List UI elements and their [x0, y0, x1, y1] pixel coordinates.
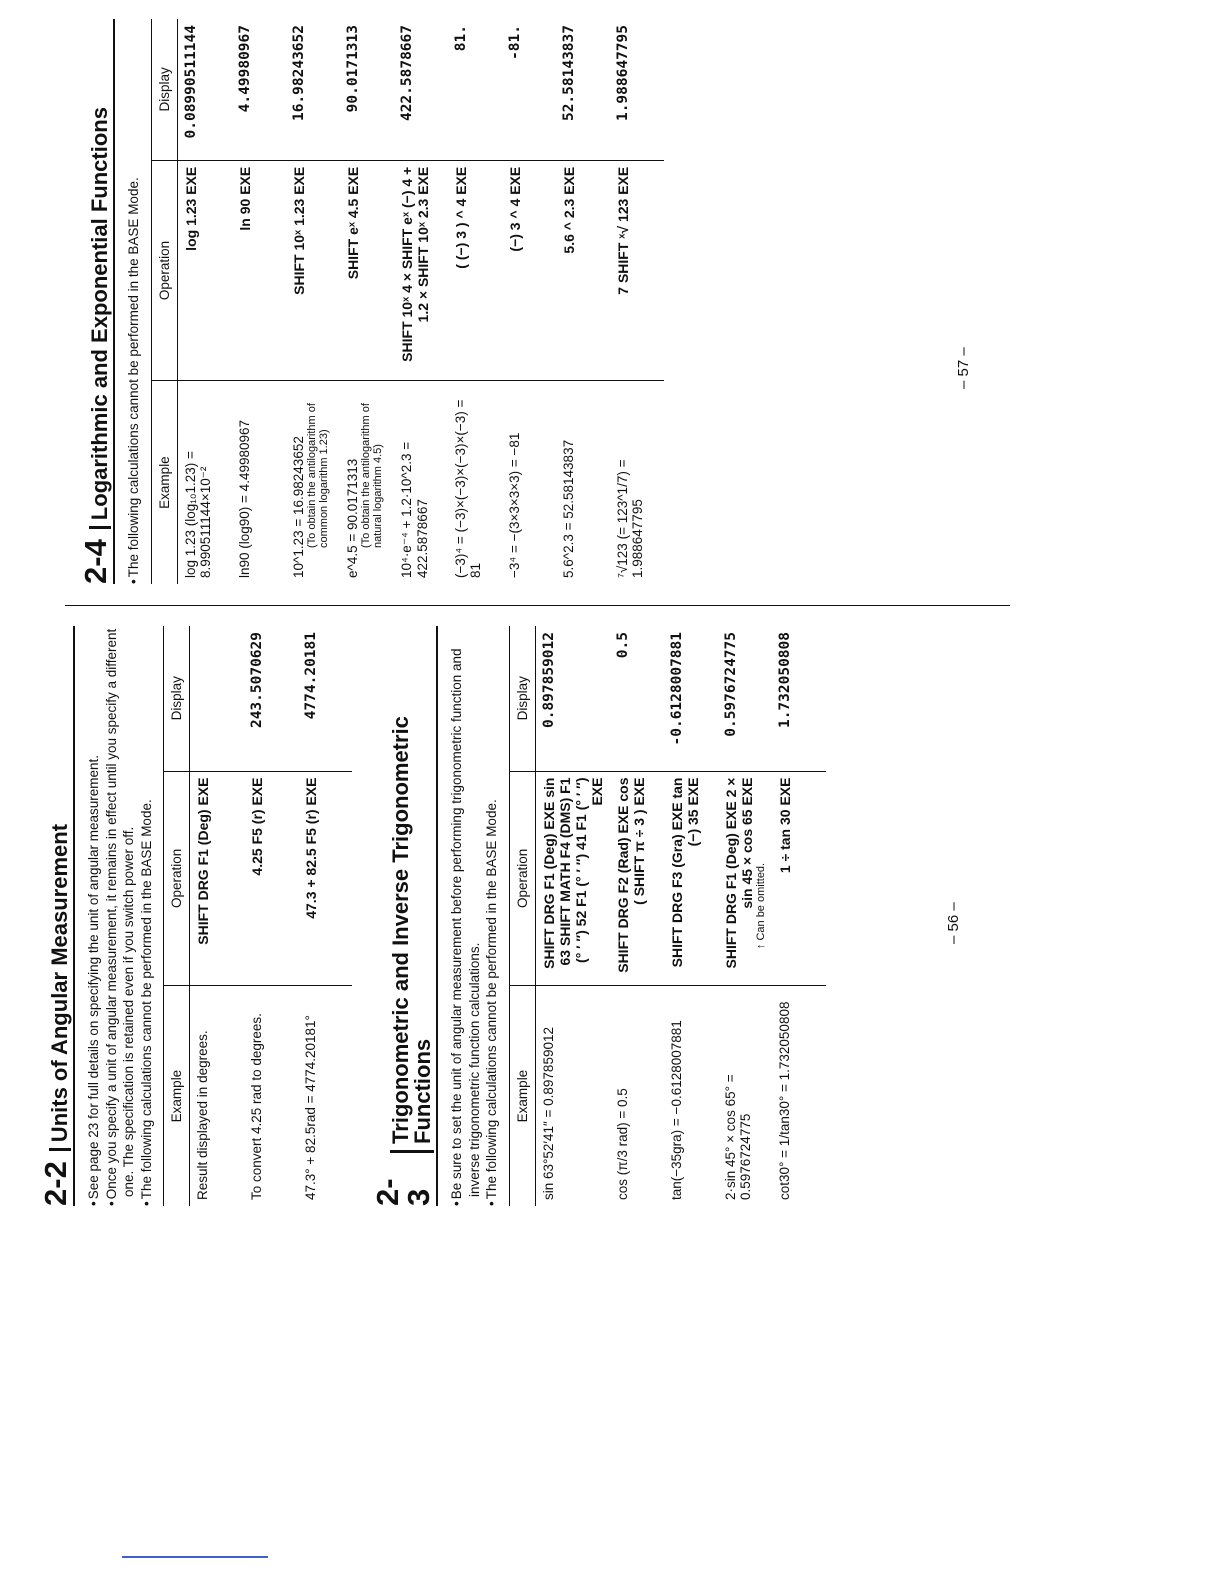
col-header-display: Display [164, 626, 190, 771]
log-exp-table [151, 19, 664, 584]
example-cell: −3⁴ = −(3×3×3×3) = −81 [506, 432, 522, 578]
operation-cell: SHIFT DRG F2 (Rad) EXE cos ( SHIFT π ÷ 3 ) EXE [610, 771, 664, 986]
table-row [664, 626, 718, 1206]
operation-cell [718, 771, 772, 986]
table-row [556, 19, 610, 584]
col-header-example: Example [164, 986, 190, 1206]
section-title: Units of Angular Measurement [49, 824, 71, 1151]
operation-cell: SHIFT 10ˣ 1.23 EXE [286, 160, 340, 380]
section-2-3-heading [372, 626, 438, 1206]
section-title: Trigonometric and Inverse Trigonometric Functions [390, 626, 434, 1153]
example-cell: 10⁴·e⁻⁴ + 1.2·10^2.3 = 422.5878667 [398, 441, 430, 578]
col-header-display: Display [509, 626, 535, 771]
table-row [232, 19, 286, 584]
display-cell: 0.897859012 [535, 626, 610, 771]
display-cell: -0.6128007881 [664, 626, 718, 771]
table-row [502, 19, 556, 584]
display-cell: 243.5070629 [244, 626, 298, 771]
example-cell: tan(−35gra) = −0.6128007881 [668, 1020, 684, 1200]
operation-cell: SHIFT DRG F1 (Deg) EXE sin 63 SHIFT MATH F4 (DMS) F1 (° ′ ″) 52 F1 (° ′ ″) 41 F1 (° ′ ″) EXE [535, 771, 610, 986]
section-2-3-notes [448, 626, 501, 1206]
table-row [610, 626, 664, 1206]
operation-cell: (−) 3 ^ 4 EXE [502, 160, 556, 380]
operation-cell: 5.6 ^ 2.3 EXE [556, 160, 610, 380]
example-cell: (−3)⁴ = (−3)×(−3)×(−3)×(−3) = 81 [452, 399, 483, 578]
operation-cell: SHIFT eˣ 4.5 EXE [340, 160, 394, 380]
omit-note: ↑ Can be omitted. [754, 862, 767, 950]
note: • Once you specify a unit of angular measurement, it remains in effect until you specify a different one. The specification is retained even if you switch power off. [103, 626, 138, 1206]
col-header-operation: Operation [509, 771, 535, 986]
operation-cell: 1 ÷ tan 30 EXE [772, 771, 826, 986]
example-cell: 5.6^2.3 = 52.58143837 [560, 439, 576, 578]
display-cell: 4774.20181 [298, 626, 352, 771]
section-2-2-heading [40, 626, 75, 1206]
note: • The following calculations cannot be performed in the BASE Mode. [483, 626, 501, 1206]
section-number: 2-2 [38, 1161, 73, 1206]
note: • Be sure to set the unit of angular measurement before performing trigonometric function and inverse trigonometric function calculations. [448, 626, 483, 1206]
example-cell: To convert 4.25 rad to degrees. [249, 1013, 265, 1200]
page-57 [80, 19, 664, 584]
display-cell: 0.5 [610, 626, 664, 771]
display-cell: 1.988647795 [610, 19, 664, 160]
decorative-rule [122, 1556, 268, 1558]
display-cell: 90.0171313 [340, 19, 394, 160]
example-cell: sin 63°52′41″ = 0.897859012 [540, 1027, 556, 1200]
display-cell: 422.5878667 [394, 19, 448, 160]
table-row [772, 626, 826, 1206]
example-cell: cot30° = 1/tan30° = 1.732050808 [776, 1001, 792, 1200]
page-number-56: – 56 – [945, 902, 962, 944]
operation-cell: SHIFT DRG F1 (Deg) EXE [190, 771, 245, 986]
section-2-2-notes [85, 626, 155, 1206]
section-2-4-heading [80, 19, 115, 584]
operation-cell: 4.25 F5 (r) EXE [244, 771, 298, 986]
operation-cell: ln 90 EXE [232, 160, 286, 380]
operation-keys: SHIFT DRG F1 (Deg) EXE 2 × sin 45 × cos 65 EXE [722, 777, 755, 969]
example-cell: log 1.23 (log₁₀1.23) = 8.990511144×10⁻² [182, 451, 213, 578]
example-text: 10^1.23 = 16.98243652 [290, 436, 306, 578]
section-number: 2-4 [78, 539, 113, 584]
example-cell [340, 381, 394, 584]
display-cell: 16.98243652 [286, 19, 340, 160]
page-number-57: – 57 – [955, 347, 972, 389]
angular-table [163, 626, 352, 1206]
trig-table [509, 626, 826, 1206]
operation-cell: SHIFT DRG F3 (Gra) EXE tan (−) 35 EXE [664, 771, 718, 986]
section-number: 2-3 [370, 1178, 437, 1206]
example-cell: ln90 (log90) = 4.49980967 [236, 419, 252, 578]
display-cell: 0.5976724775 [718, 626, 772, 771]
display-cell: 52.58143837 [556, 19, 610, 160]
table-row [286, 19, 340, 584]
example-cell: 2·sin 45° × cos 65° = 0.5976724775 [722, 1074, 753, 1200]
display-cell: 4.49980967 [232, 19, 286, 160]
table-row [298, 626, 352, 1206]
row-note: (To obtain the antilogarithm of natural logarithm 4.5) [359, 403, 384, 548]
example-cell: Result displayed in degrees. [195, 1030, 211, 1200]
col-header-example: Example [151, 381, 177, 584]
table-row [718, 626, 772, 1206]
table-row [394, 19, 448, 584]
display-cell [190, 626, 245, 771]
table-row [535, 626, 610, 1206]
row-note: (To obtain the antilogarithm of common logarithm 1.23) [305, 403, 330, 548]
section-2-4-notes [125, 19, 143, 584]
example-cell [286, 381, 340, 584]
page-divider [65, 605, 1010, 606]
example-cell: cos (π/3 rad) = 0.5 [614, 1088, 630, 1200]
note: • The following calculations cannot be performed in the BASE Mode. [125, 19, 143, 584]
note: • The following calculations cannot be performed in the BASE Mode. [138, 626, 156, 1206]
display-cell: -81. [502, 19, 556, 160]
example-text: e^4.5 = 90.0171313 [344, 458, 360, 578]
note: • See page 23 for full details on specifying the unit of angular measurement. [85, 626, 103, 1206]
table-row [190, 626, 245, 1206]
col-header-operation: Operation [151, 160, 177, 380]
operation-cell: 47.3 + 82.5 F5 (r) EXE [298, 771, 352, 986]
table-row [448, 19, 502, 584]
example-cell: 47.3° + 82.5rad = 4774.20181° [303, 1015, 319, 1200]
table-row [177, 19, 232, 584]
operation-cell: 7 SHIFT ˣ√ 123 EXE [610, 160, 664, 380]
operation-cell: ( (−) 3 ) ^ 4 EXE [448, 160, 502, 380]
table-row [610, 19, 664, 584]
operation-cell: log 1.23 EXE [177, 160, 232, 380]
col-header-operation: Operation [164, 771, 190, 986]
col-header-example: Example [509, 986, 535, 1206]
section-title: Logarithmic and Exponential Functions [89, 107, 111, 529]
omit-note-text: Can be omitted. [754, 862, 767, 941]
display-cell: 1.732050808 [772, 626, 826, 771]
example-cell: ⁷√123 (= 123^1/7) = 1.988647795 [614, 459, 645, 578]
operation-cell: SHIFT 10ˣ 4 × SHIFT eˣ (−) 4 + 1.2 × SHIFT 10ˣ 2.3 EXE [394, 160, 448, 380]
col-header-display: Display [151, 19, 177, 160]
display-cell: 0.08990511144 [177, 19, 232, 160]
table-row [340, 19, 394, 584]
table-row [244, 626, 298, 1206]
page-56 [40, 626, 826, 1206]
display-cell: 81. [448, 19, 502, 160]
